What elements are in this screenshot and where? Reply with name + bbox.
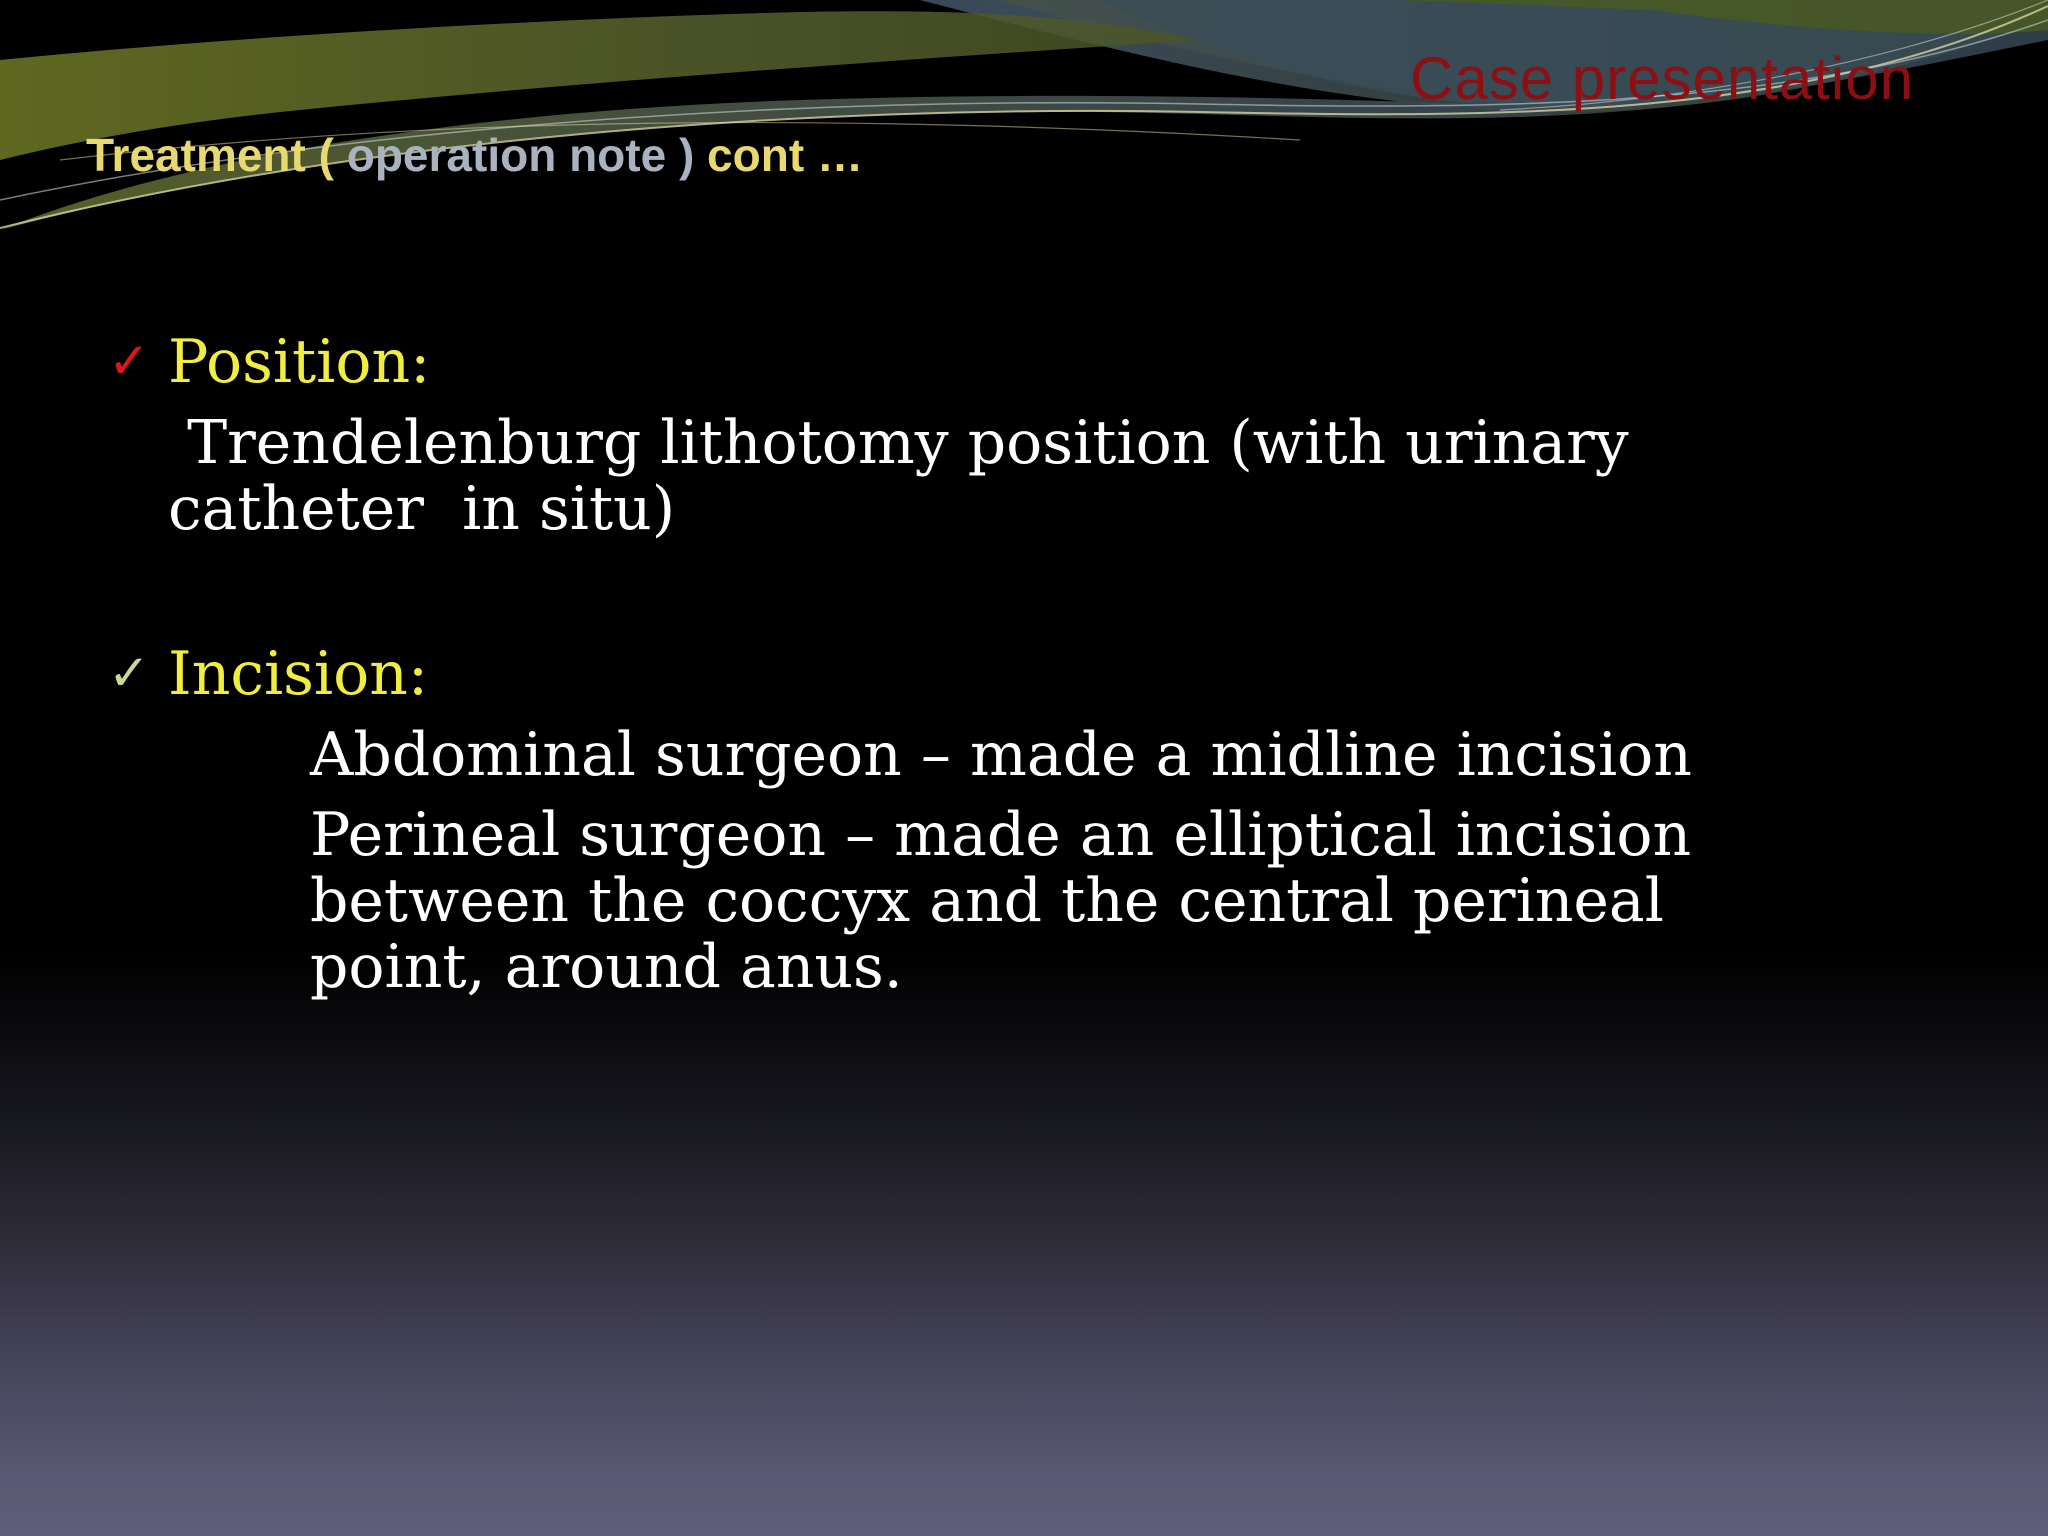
position-description: Trendelenburg lithotomy position (with urinary catheter in situ)	[168, 408, 1648, 544]
subtitle-part-operation-note: operation note )	[333, 129, 695, 181]
check-icon: ✓	[108, 644, 150, 702]
bullet-heading-position: Position:	[168, 327, 431, 397]
incision-perineal-line: Perineal surgeon – made an elliptical incision between the coccyx and the central perineal point, around anus.	[310, 800, 1692, 1002]
subtitle-part-treatment: Treatment (	[86, 129, 334, 181]
check-icon: ✓	[108, 332, 150, 390]
incision-abdominal-line: Abdominal surgeon – made a midline incision	[310, 720, 1692, 790]
subtitle-part-cont: cont …	[694, 129, 863, 181]
bullet-heading-incision: Incision:	[168, 639, 429, 709]
slide-header-title: Case presentation	[1410, 45, 1914, 112]
slide-subtitle	[86, 128, 863, 182]
header-swoosh-decoration	[0, 0, 2048, 240]
